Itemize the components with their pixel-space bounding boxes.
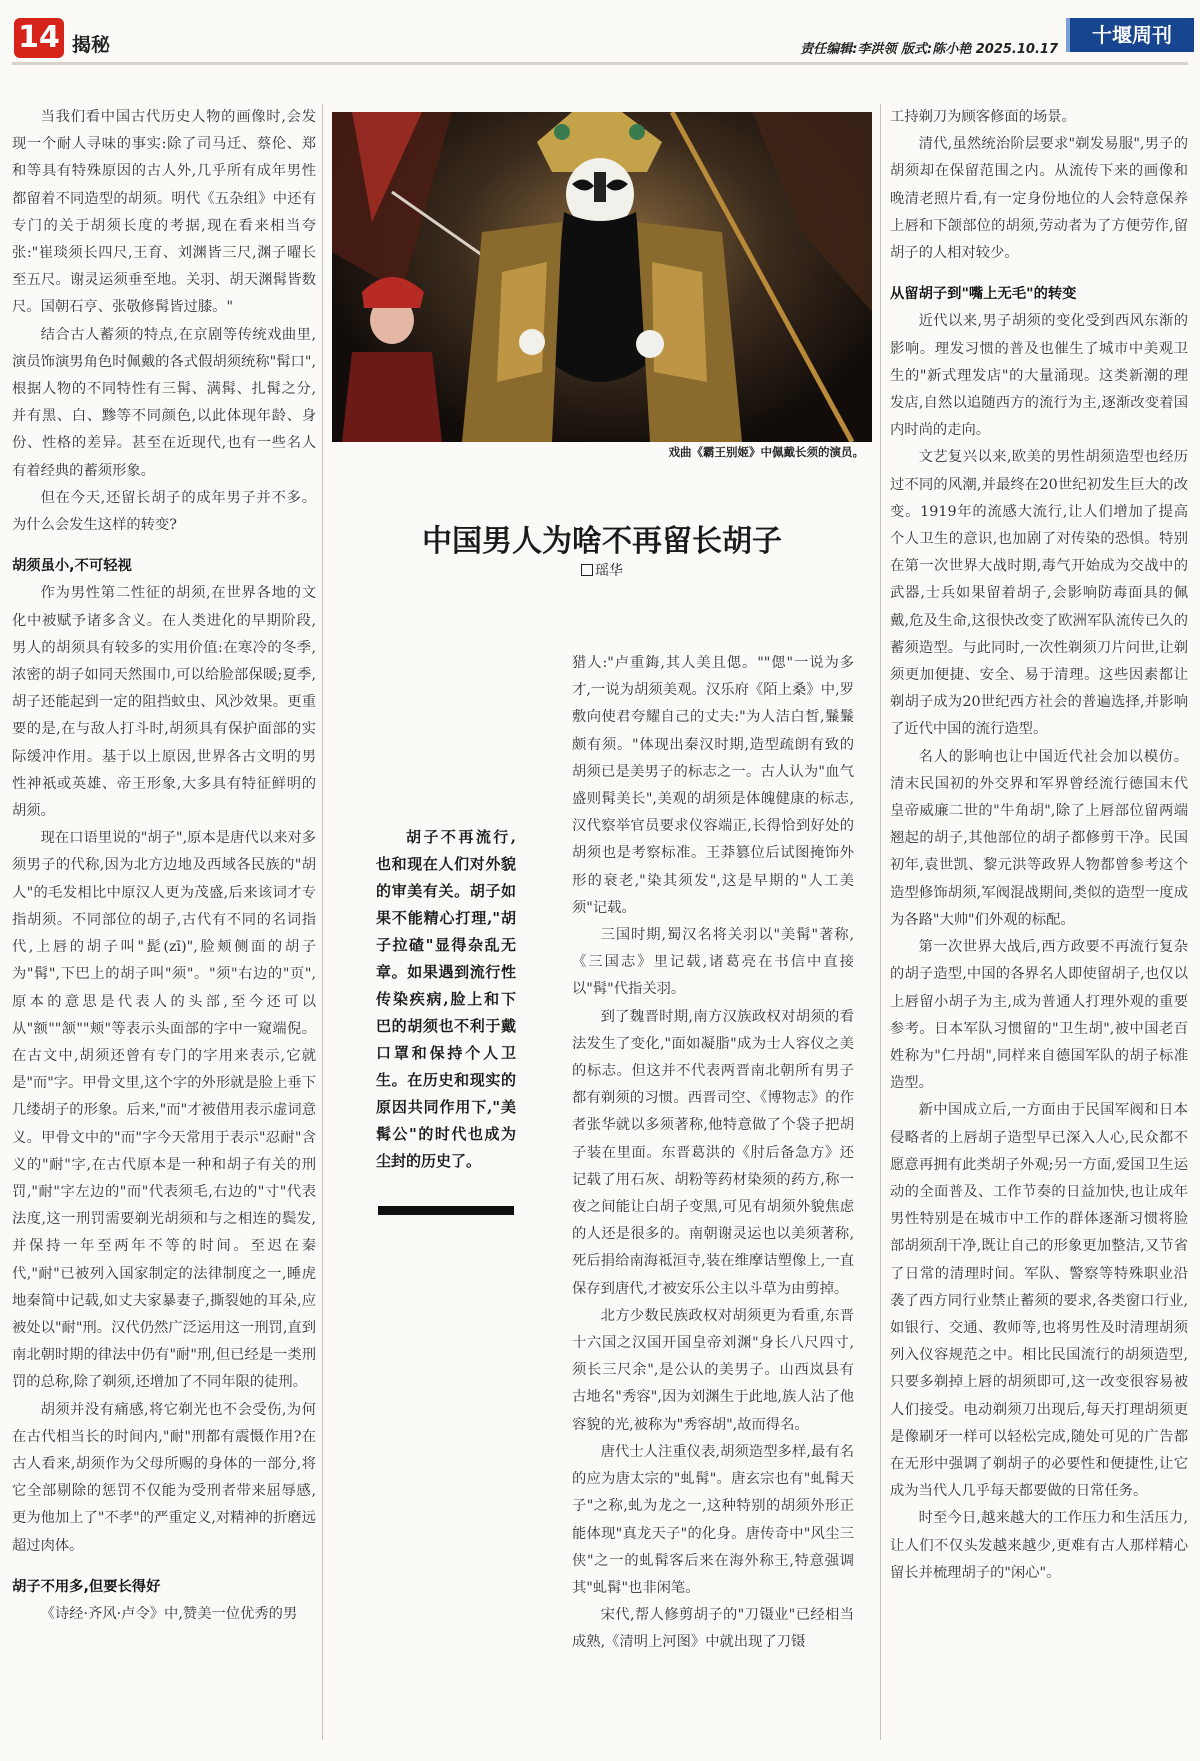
paragraph: 名人的影响也让中国近代社会加以模仿。清末民国初的外交界和军界曾经流行德国末代皇帝威廉二世的"牛角胡",除了上唇部位留两端翘起的胡子,其他部位的胡子都修剪干净。民国初年,袁世凯、黎元洪等政界人物都曾参考这个造型修饰胡须,军阀混战期间,类似的造型一度成为各路"大帅"们外观的标配。	[890, 748, 1188, 928]
author-name: 瑶华	[595, 563, 623, 579]
paragraph: 《诗经·齐风·卢令》中,赞美一位优秀的男	[40, 1605, 298, 1622]
photo-caption: 戏曲《霸王别姬》中佩戴长须的演员。	[668, 445, 864, 459]
paragraph: 当我们看中国古代历史人物的画像时,会发现一个耐人寻味的事实:除了司马迁、蔡伦、郑和等具有特殊原因的古人外,几乎所有成年男性都留着不同造型的胡须。明代《五杂组》中还有专门的关于胡须长度的考据,现在看来相当夸张:"崔琰须长四尺,王育、刘渊皆三尺,渊子曜长至五尺。谢灵运须垂至地。关羽、胡天渊髯皆数尺。国朝石亨、张敬修髯皆过膝。"	[12, 109, 316, 316]
article-column-1	[12, 104, 316, 1628]
paragraph: 清代,虽然统治阶层要求"剃发易服",男子的胡须却在保留范围之内。从流传下来的画像和晚清老照片看,有一定身份地位的人会特意保养上唇和下颌部位的胡须,劳动者为了方便劳作,留胡子的人相对较少。	[890, 136, 1188, 262]
paragraph: 北方少数民族政权对胡须更为看重,东晋十六国之汉国开国皇帝刘渊"身长八尺四寸,须长三尺余",是公认的美男子。山西岚县有古地名"秀容",因为刘渊生于此地,族人沾了他容貌的光,被称为"秀容胡",故而得名。	[572, 1307, 854, 1433]
article-title: 中国男人为啥不再留长胡子	[422, 524, 782, 559]
paragraph: 但在今天,还留长胡子的成年男子并不多。为什么会发生这样的转变?	[12, 489, 316, 534]
article-column-2	[572, 650, 854, 1657]
editor-credits: 责任编辑:李洪领 版式:陈小艳 2025.10.17	[800, 42, 1058, 57]
pull-quote: 胡子不再流行,也和现在人们对外貌的审美有关。胡子如果不能精心打理,"胡子拉碴"显得杂乱无章。如果遇到流行性传染疾病,脸上和下巴的胡须也不利于戴口罩和保持个人卫生。在历史和现实的原因共同作用下,"美髯公"的时代也成为尘封的历史了。	[376, 828, 516, 1170]
pull-quote-bar	[378, 1206, 514, 1215]
paragraph: 时至今日,越来越大的工作压力和生活压力,让人们不仅头发越来越少,更难有古人那样精心留长并梳理胡子的"闲心"。	[890, 1510, 1188, 1581]
paragraph: 作为男性第二性征的胡须,在世界各地的文化中被赋予诸多含义。在人类进化的早期阶段,男人的胡须具有较多的实用价值:在寒冷的冬季,浓密的胡子如同天然围巾,可以给脸部保暖;夏季,胡子还能起到一定的阻挡蚊虫、风沙效果。更重要的是,在与敌人打斗时,胡须具有保护面部的实际缓冲作用。基于以上原因,世界各古文明的男性神祇或英雄、帝王形象,大多具有特征鲜明的胡须。	[12, 585, 316, 820]
paragraph: 胡须并没有痛感,将它剃光也不会受伤,为何在古代相当长的时间内,"耐"刑都有震慑作用?在古人看来,胡须作为父母所赐的身体的一部分,将它全部剔除的惩罚不仅能为受刑者带来屈辱感,更为他加上了"不孝"的严重定义,对精神的折磨远超过肉体。	[12, 1401, 316, 1554]
paragraph: 结合古人蓄须的特点,在京剧等传统戏曲里,演员饰演男角色时佩戴的各式假胡须统称"髯口",根据人物的不同特性有三髯、满髯、扎髯之分,并有黑、白、黪等不同颜色,以此体现年龄、身份、性格的差异。甚至在近现代,也有一些名人有着经典的蓄须形象。	[12, 326, 316, 479]
paragraph: 第一次世界大战后,西方政要不再流行复杂的胡子造型,中国的各界名人即使留胡子,也仅以上唇留小胡子为主,成为普通人打理外观的重要参考。日本军队习惯留的"卫生胡",被中国老百姓称为"仁丹胡",同样来自德国军队的胡子标准造型。	[890, 939, 1188, 1092]
paragraph: 三国时期,蜀汉名将关羽以"美髯"著称,《三国志》里记载,诸葛亮在书信中直接以"髯"代指关羽。	[572, 927, 854, 998]
opera-photo	[332, 112, 872, 442]
page-header	[0, 0, 1200, 62]
page-number: 14	[14, 18, 64, 58]
paragraph: 近代以来,男子胡须的变化受到西风东渐的影响。理发习惯的普及也催生了城市中美观卫生的"新式理发店"的大量涌现。这类新潮的理发店,自然以追随西方的流行为主,逐渐改变着国内时尚的走向。	[890, 313, 1188, 439]
paragraph: 新中国成立后,一方面由于民国军阀和日本侵略者的上唇胡子造型早已深入人心,民众都不愿意再拥有此类胡子外观;另一方面,爱国卫生运动的全面普及、工作节奏的日益加快,也让成年男性特别是在城市中工作的群体逐渐习惯将脸部胡须刮干净,既让自己的形象更加整洁,又节省了日常的清理时间。军队、警察等特殊职业沿袭了西方同行业禁止蓄须的要求,各类窗口行业,如银行、交通、教师等,也将男性及时清理胡须列入仪容规范之中。相比民国流行的胡须造型,只要多剃掉上唇的胡须即可,这一改变很容易被人们接受。电动剃须刀出现后,每天打理胡须更是像刷牙一样可以轻松完成,随处可见的广告都在无形中强调了剃胡子的必要性和便捷性,让它成为当代人几乎每天都要做的日常任务。	[890, 1102, 1188, 1500]
opera-performer-illustration	[332, 112, 872, 442]
byline-box-icon	[581, 564, 593, 576]
subheading: 从留胡子到"嘴上无毛"的转变	[890, 286, 1077, 303]
article-column-3	[890, 104, 1188, 1587]
subheading: 胡子不用多,但要长得好	[12, 1578, 161, 1595]
column-divider	[322, 104, 323, 1740]
paragraph: 到了魏晋时期,南方汉族政权对胡须的看法发生了变化,"面如凝脂"成为士人容仪之美的标志。但这并不代表两晋南北朝所有男子都有剃须的习惯。西晋司空、《博物志》的作者张华就以多须著称,他特意做了个袋子把胡子装在里面。东晋葛洪的《肘后备急方》还记载了用石灰、胡粉等药材染须的药方,称一夜之间能让白胡子变黑,可见有胡须外貌焦虑的人还是很多的。南朝谢灵运也以美须著称,死后捐给南海祗洹寺,装在维摩诘塑像上,一直保存到唐代,才被安乐公主以斗草为由剪掉。	[572, 1008, 854, 1297]
column-divider	[880, 104, 881, 1740]
article-author	[332, 560, 872, 580]
paragraph: 文艺复兴以来,欧美的男性胡须造型也经历过不同的风潮,并最终在20世纪初发生巨大的改变。1919年的流感大流行,让人们增加了提高个人卫生的意识,也加剧了对传染的恐惧。特别在第一次世界大战时期,毒气开始成为交战中的武器,士兵如果留着胡子,会影响防毒面具的佩戴,危及生命,这很快改变了欧洲军队流传已久的蓄须造型。与此同时,一次性剃须刀片问世,让剃须更加便捷、安全、易于清理。这些因素都让剃胡子成为20世纪西方社会的普遍选择,并影响了近代中国的流行造型。	[890, 449, 1188, 738]
section-title: 揭秘	[72, 34, 111, 56]
paragraph: 唐代士人注重仪表,胡须造型多样,最有名的应为唐太宗的"虬髯"。唐玄宗也有"虬髯天子"之称,虬为龙之一,这种特别的胡须外形正能体现"真龙天子"的化身。唐传奇中"风尘三侠"之一的虬髯客后来在海外称王,特意强调其"虬髯"也非闲笔。	[572, 1443, 854, 1596]
header-rule	[12, 62, 1188, 65]
paragraph: 猎人:"卢重鋂,其人美且偲。""偲"一说为多才,一说为胡须美观。汉乐府《陌上桑》中,罗敷向使君夸耀自己的丈夫:"为人洁白皙,鬑鬑颇有须。"体现出秦汉时期,造型疏朗有致的胡须已是美男子的标志之一。古人认为"血气盛则髯美长",美观的胡须是体魄健康的标志,汉代察举官员要求仪容端正,长得恰到好处的胡须也是考察标准。王莽篡位后试图掩饰外形的衰老,"染其须发",这是早期的"人工美须"记载。	[572, 655, 854, 916]
subheading: 胡须虽小,不可轻视	[12, 558, 132, 575]
paragraph: 工持剃刀为顾客修面的场景。	[890, 109, 1076, 125]
masthead-logo: 十堰周刊	[1066, 18, 1194, 52]
paragraph: 现在口语里说的"胡子",原本是唐代以来对多须男子的代称,因为北方边地及西域各民族的"胡人"的毛发相比中原汉人更为茂盛,后来该词才专指胡须。不同部位的胡子,古代有不同的名词指代,上唇的胡子叫"髭(zī)",脸颊侧面的胡子为"髯",下巴上的胡子叫"须"。"须"右边的"页",原本的意思是代表人的头部,至今还可以从"额""颔""颊"等表示头面部的字中一窥端倪。在古文中,胡须还曾有专门的字用来表示,它就是"而"字。甲骨文里,这个字的外形就是脸上垂下几缕胡子的形象。后来,"而"才被借用表示虚词意义。甲骨文中的"而"字今天常用于表示"忍耐"含义的"耐"字,在古代原本是一种和胡子有关的刑罚,"耐"字左边的"而"代表须毛,右边的"寸"代表法度,这一刑罚需要剃光胡须和与之相连的鬓发,并保持一年至两年不等的时间。至迟在秦代,"耐"已被列入国家制定的法律制度之一,睡虎地秦简中记载,如丈夫家暴妻子,撕裂她的耳朵,应被处以"耐"刑。汉代仍然广泛运用这一刑罚,直到南北朝时期的律法中仍有"耐"刑,但已经是一类刑罚的总称,除了剃须,还增加了不同年限的徒刑。	[12, 830, 316, 1391]
paragraph: 宋代,帮人修剪胡子的"刀镊业"已经相当成熟,《清明上河图》中就出现了刀镊	[572, 1607, 854, 1651]
